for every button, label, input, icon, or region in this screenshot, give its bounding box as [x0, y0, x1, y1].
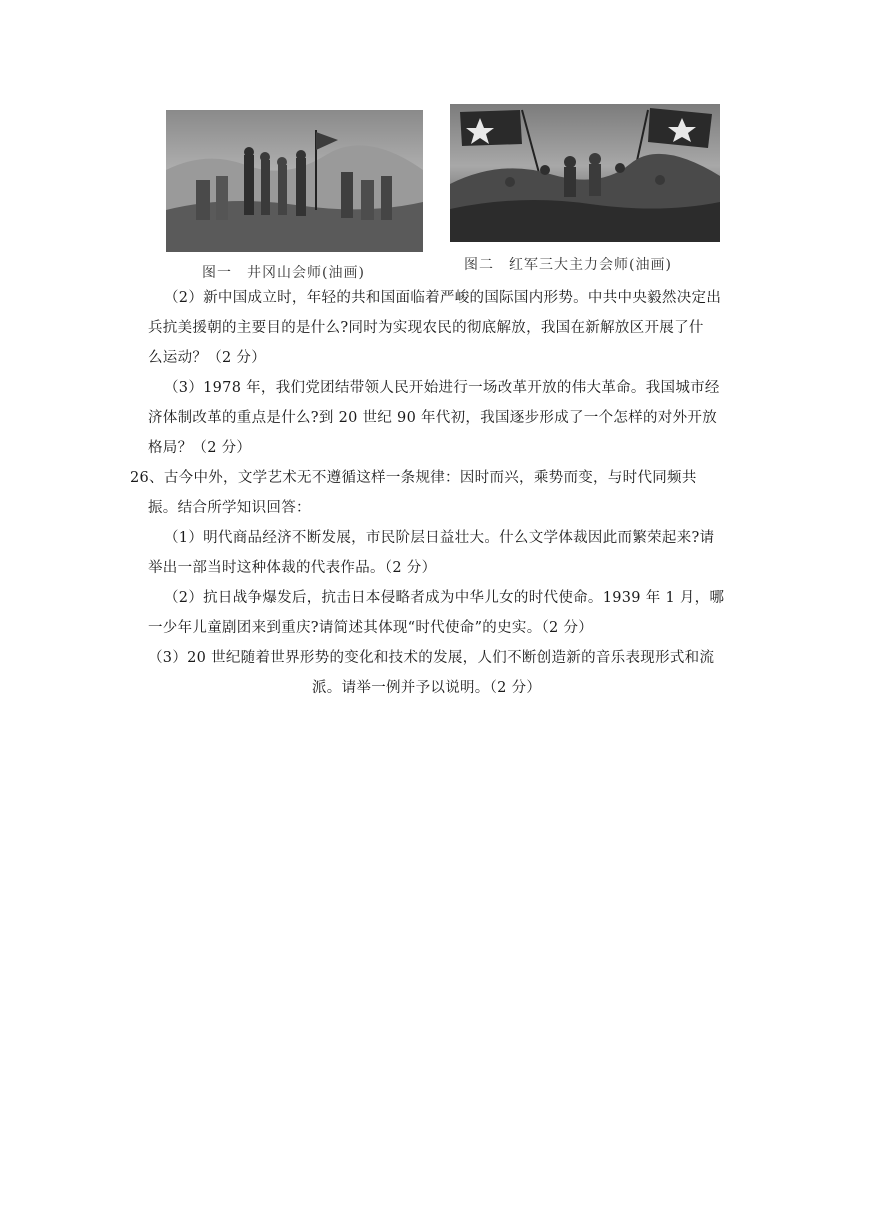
q25-part3-line2: 济体制改革的重点是什么?到 20 世纪 90 年代初，我国逐步形成了一个怎样的对外开放 [148, 410, 718, 426]
q26-part3-line2: 派。请举一例并予以说明。（2 分） [312, 680, 542, 696]
oil-painting-jinggangshan [166, 110, 423, 252]
q26-intro-line2: 振。结合所学知识回答： [148, 500, 311, 516]
q25-part3-line1: （3）1978 年，我们党团结带领人民开始进行一场改革开放的伟大革命。我国城市经 [164, 380, 720, 396]
q26-part2-line1: （2）抗日战争爆发后，抗击日本侵略者成为中华儿女的时代使命。1939 年 1 月，哪 [164, 590, 725, 606]
figure-1-caption: 图一 井冈山会师(油画) [202, 265, 365, 281]
oil-painting-red-army-reunion [450, 104, 720, 242]
q25-part2-line1: （2）新中国成立时，年轻的共和国面临着严峻的国际国内形势。中共中央毅然决定出 [164, 290, 722, 306]
q26-intro-line1: 26、古今中外，文学艺术无不遵循这样一条规律：因时而兴，乘势而变，与时代同频共 [130, 470, 697, 486]
q25-part2-line3: 么运动？（2 分） [148, 350, 267, 366]
figures [166, 104, 726, 282]
q25-part3-line3: 格局？（2 分） [148, 440, 252, 456]
q25-part2-line2: 兵抗美援朝的主要目的是什么?同时为实现农民的彻底解放，我国在新解放区开展了什 [148, 320, 704, 336]
oil-painting-jinggangshan-image [166, 110, 423, 252]
q26-part3-line1: （3）20 世纪随着世界形势的变化和技术的发展，人们不断创造新的音乐表现形式和流 [148, 650, 715, 666]
q26-part1-line1: （1）明代商品经济不断发展，市民阶层日益壮大。什么文学体裁因此而繁荣起来?请 [164, 530, 715, 546]
q26-part2-line2: 一少年儿童剧团来到重庆?请简述其体现“时代使命”的史实。（2 分） [148, 620, 594, 636]
oil-painting-red-army-reunion-image [450, 104, 720, 242]
figure-2-caption: 图二 红军三大主力会师(油画) [464, 257, 672, 273]
q26-part1-line2: 举出一部当时这种体裁的代表作品。（2 分） [148, 560, 437, 576]
